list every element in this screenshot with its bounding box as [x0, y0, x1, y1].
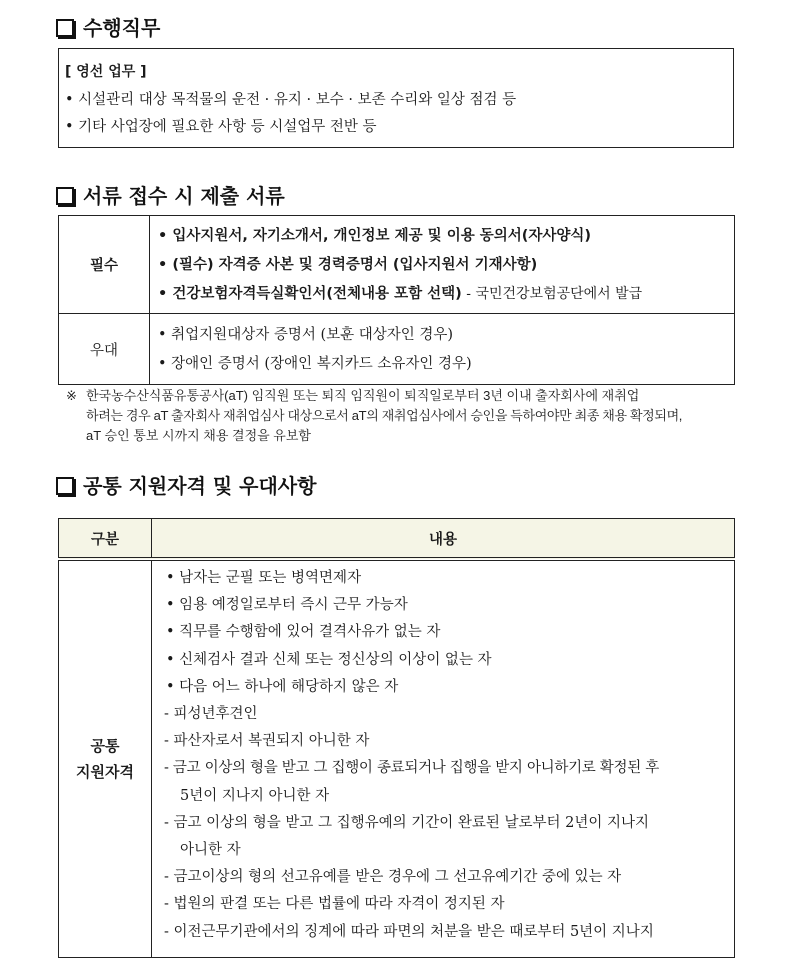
duties-subtitle: [ 영선 업무 ] [65, 64, 147, 80]
category-line: 공통 [90, 737, 120, 755]
table-row [59, 216, 735, 314]
note-line: aT 승인 통보 시까지 채용 결정을 유보함 [86, 428, 311, 443]
list-item: 아니한 자 [180, 842, 241, 859]
duty-line: • 기타 사업장에 필요한 사항 등 시설업무 전반 등 [65, 119, 377, 135]
qualifications-table [58, 518, 735, 958]
qualification-list [152, 559, 735, 958]
list-item: - 피성년후견인 [164, 706, 258, 723]
duties-box [58, 48, 734, 148]
checkbox-square-icon [56, 187, 74, 205]
note-line: 하려는 경우 aT 출자회사 재취업심사 대상으로서 aT의 재취업심사에서 승인을 득하여야만 최종 채용 확정되며, [86, 408, 683, 423]
section-title-documents [56, 180, 285, 209]
table-row [59, 559, 735, 958]
required-item: • (필수) 자격증 사본 및 경력증명서 (입사지원서 기재사항) [158, 257, 538, 273]
section-title-text: 공통 지원자격 및 우대사항 [83, 474, 317, 498]
section-title-qualifications [56, 470, 316, 499]
checkbox-square-icon [56, 19, 74, 37]
required-items [150, 216, 735, 314]
table-row [59, 314, 735, 385]
required-item-text: • 건강보험자격득실확인서(전체내용 포함 선택) [158, 286, 462, 302]
list-item: • 다음 어느 하나에 해당하지 않은 자 [166, 678, 399, 695]
list-item: • 남자는 군필 또는 병역면제자 [166, 570, 362, 586]
list-item: - 법원의 판결 또는 다른 법률에 따라 자격이 정지된 자 [164, 896, 505, 913]
category-cell [59, 559, 152, 958]
note-line: 한국농수산식품유통공사(aT) 임직원 또는 퇴직 임직원이 퇴직일로부터 3년 이내 출자회사에 재취업 [86, 388, 640, 403]
note-mark: ※ [66, 388, 77, 403]
duty-line: • 시설관리 대상 목적물의 운전 · 유지 · 보수 · 보존 수리와 일상 점검 등 [65, 92, 517, 108]
required-item [158, 280, 726, 309]
required-label: 필수 [59, 216, 150, 314]
reemployment-note [66, 386, 738, 446]
required-item-suffix: - 국민건강보험공단에서 발급 [461, 286, 643, 302]
list-item: - 금고 이상의 형을 받고 그 집행이 종료되거나 집행을 받지 아니하기로 확정된 후 [164, 760, 659, 777]
list-item: • 임용 예정일로부터 즉시 근무 가능자 [166, 597, 408, 614]
list-item: - 이전근무기관에서의 징계에 따라 파면의 처분을 받은 때로부터 5년이 지나지 [164, 923, 654, 940]
preferred-item: • 장애인 증명서 (장애인 복지카드 소유자인 경우) [158, 356, 472, 372]
documents-table [58, 215, 735, 385]
section-title-duties [56, 12, 160, 41]
list-item: - 금고이상의 형의 선고유예를 받은 경우에 그 선고유예기간 중에 있는 자 [164, 869, 622, 886]
list-item: • 신체검사 결과 신체 또는 정신상의 이상이 없는 자 [166, 651, 492, 668]
preferred-item: • 취업지원대상자 증명서 (보훈 대상자인 경우) [158, 327, 454, 343]
preferred-label: 우대 [59, 314, 150, 385]
category-line: 지원자격 [76, 763, 134, 781]
section-title-text: 수행직무 [83, 16, 161, 40]
checkbox-square-icon [56, 477, 74, 495]
list-item: • 직무를 수행함에 있어 결격사유가 없는 자 [166, 624, 441, 641]
list-item: - 파산자로서 복권되지 아니한 자 [164, 733, 370, 750]
section-title-text: 서류 접수 시 제출 서류 [83, 184, 285, 208]
table-header-row [59, 519, 735, 560]
list-item: - 금고 이상의 형을 받고 그 집행유예의 기간이 완료된 날로부터 2년이 지나지 [164, 814, 650, 831]
header-content: 내용 [152, 519, 735, 560]
required-item: • 입사지원서, 자기소개서, 개인정보 제공 및 이용 동의서(자사양식) [158, 228, 592, 244]
preferred-items [150, 314, 735, 385]
header-category: 구분 [59, 519, 152, 560]
list-item: 5년이 지나지 아니한 자 [180, 787, 330, 804]
